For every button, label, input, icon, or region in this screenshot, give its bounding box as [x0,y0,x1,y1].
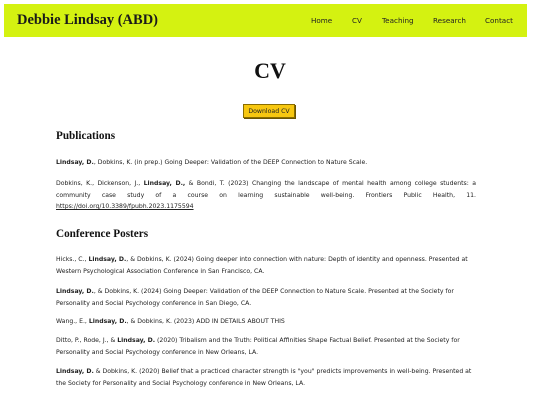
entry-pre: Wang., E., [56,318,89,325]
nav-item-research[interactable] [433,4,466,37]
doi-link[interactable]: https://doi.org/10.3389/fpubh.2023.1175594 [56,203,194,210]
nav-label-contact[interactable]: Contact [485,16,513,25]
entry-author-bold: Lindsay, D. [56,159,94,166]
entry-post: & Bondi, T. (2023) Changing the landscape of mental health among college students: a community case study of a course on learning sustainable well-being. Frontiers Public Health, 11. [56,180,477,199]
nav-label-home[interactable]: Home [311,16,333,25]
site-title[interactable]: Debbie Lindsay (ABD) [17,12,158,28]
entry-post: (2020) Tribalism and the Truth: Political Affinities Shape Factual Belief. Presented at the Society for Personality and Social Psychology conference in New Orleans, LA. [56,337,460,356]
nav-label-teaching[interactable]: Teaching [382,16,414,25]
poster-item [56,316,476,328]
entry-pre: Dobkins, K., Dickenson, J., [56,180,144,187]
entry-author-bold: Lindsay, D. [88,256,127,263]
nav-item-home[interactable] [311,4,332,37]
entry-author-bold: Lindsay, D. [88,318,127,325]
conference-posters-heading: Conference Posters [56,228,149,240]
page-title: CV [254,58,286,83]
nav-item-contact[interactable] [485,4,513,37]
nav-label-cv[interactable]: CV [352,16,362,25]
poster-item [56,286,476,309]
poster-item [56,335,476,358]
nav-item-teaching[interactable] [382,4,414,37]
publications-heading: Publications [56,130,116,142]
poster-item [56,366,476,389]
entry-author-bold: Lindsay, D. [56,368,94,375]
entry-post: & Dobkins, K. (2020) Belief that a practiced character strength is "you" predicts improvements in well-being. Presented at the Society for Personality and Social Psychology conference in New Orleans, LA. [56,368,472,387]
entry-post: , & Dobkins, K. (2024) Going Deeper: Validation of the DEEP Connection to Nature Scale. Presented at the Society for Personality and Social Psychology conference in San Diego, CA. [56,288,454,307]
entry-author-bold: Lindsay, D. [56,288,94,295]
nav-label-research[interactable]: Research [433,16,466,25]
download-cv-button[interactable]: Download CV [243,104,295,118]
publication-item [56,178,476,213]
entry-post: , & Dobkins, K. (2023) ADD IN DETAILS ABOUT THIS [126,318,285,325]
poster-item [56,254,476,277]
entry-pre: Hicks., C., [56,256,89,263]
entry-author-bold: Lindsay, D. [117,337,156,344]
nav-item-cv[interactable] [352,4,362,37]
entry-pre: Ditto, P., Rode, J., & [56,337,118,344]
entry-post: , Dobkins, K. (in prep.) Going Deeper: Validation of the DEEP Connection to Nature Scale. [93,159,368,166]
publication-item [56,157,476,169]
entry-author-bold: Lindsay, D., [143,180,186,187]
entry-post: , & Dobkins, K. (2024) Going deeper into connection with nature: Depth of identity and openness. Presented at Western Psychological Association Conference in San Francisco, CA. [56,256,468,275]
